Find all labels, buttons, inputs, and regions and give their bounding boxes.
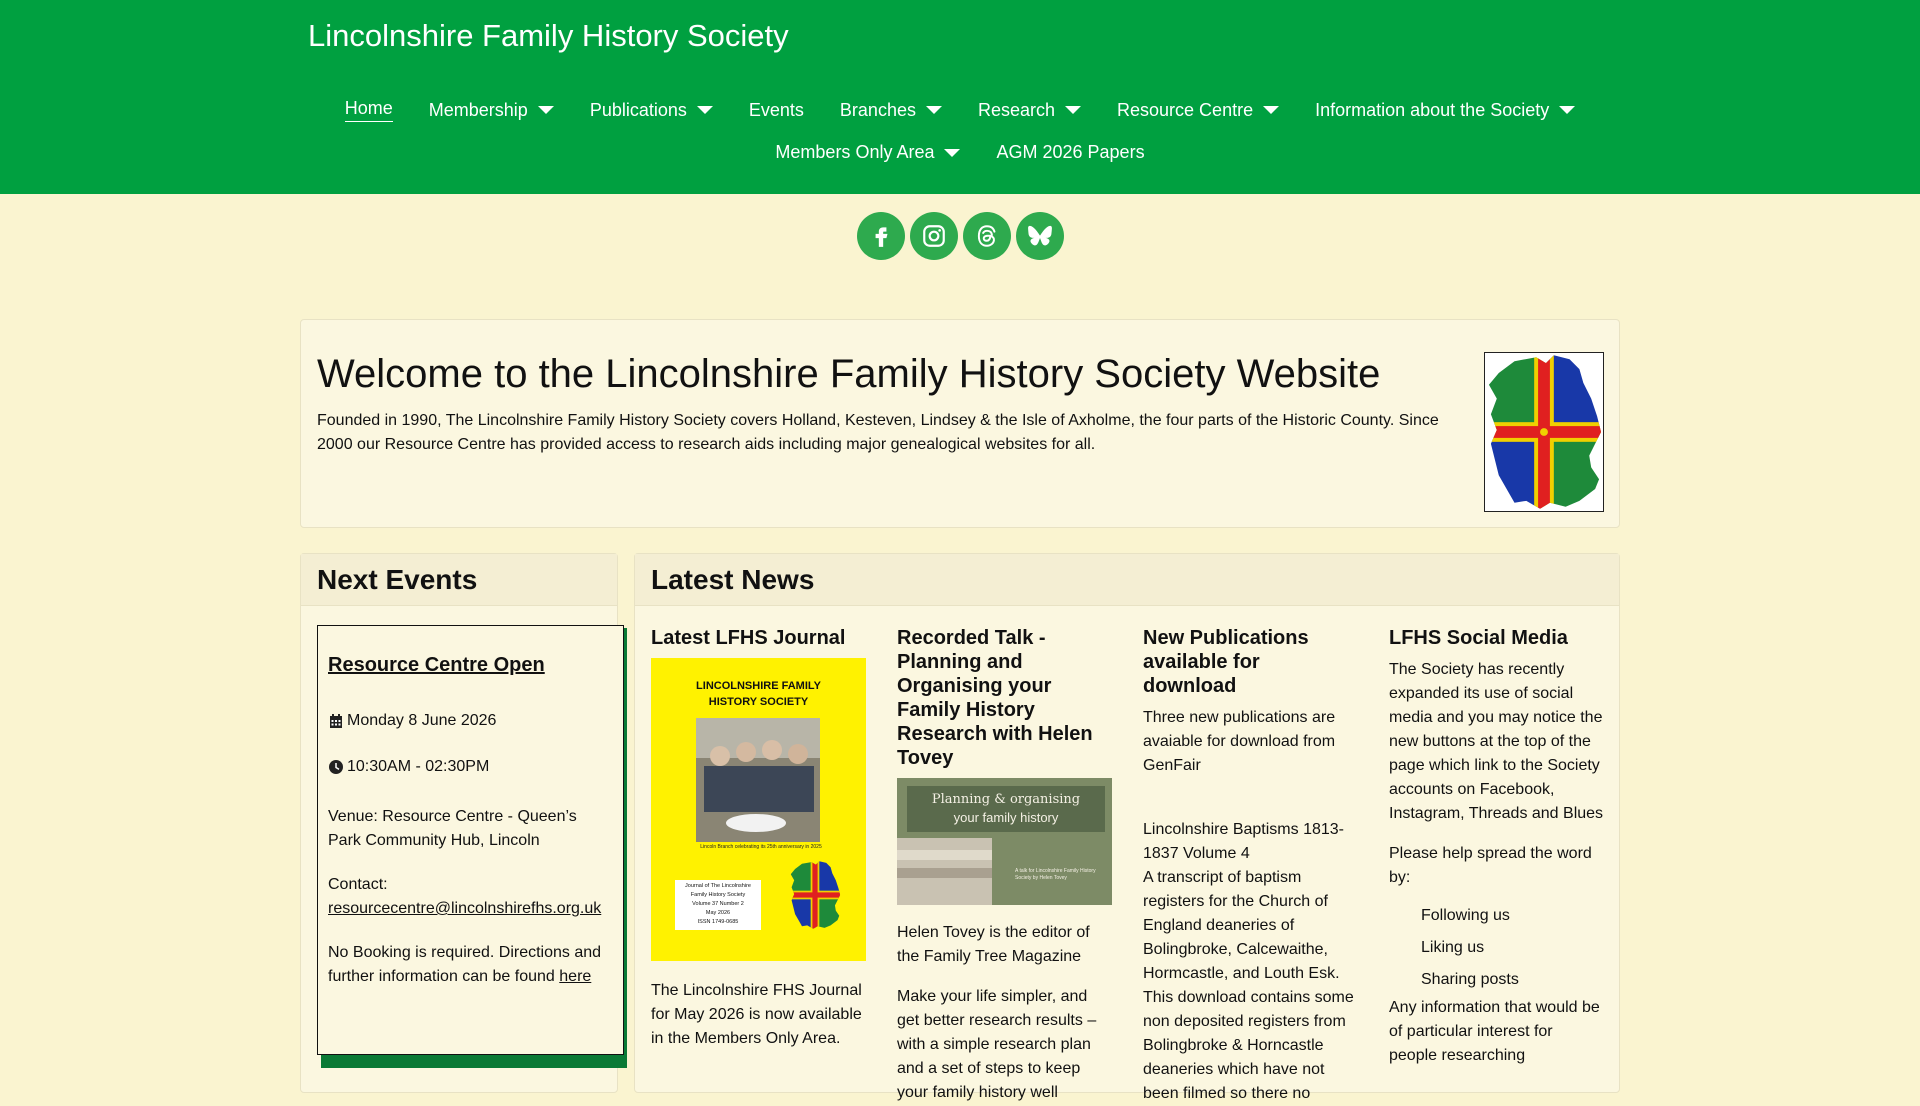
next-events-header: [301, 554, 617, 606]
nav-branches[interactable]: Branches: [840, 100, 942, 121]
threads-icon[interactable]: [963, 212, 1011, 260]
calendar-icon: [328, 713, 344, 729]
news-text: Lincolnshire Baptisms 1813-1837 Volume 4: [1143, 821, 1344, 862]
chevron-down-icon: [1559, 106, 1575, 114]
next-events-panel: [300, 553, 618, 1093]
welcome-heading: Welcome to the Lincolnshire Family History Society Website: [317, 352, 1381, 396]
chevron-down-icon: [1065, 106, 1081, 114]
next-events-heading: Next Events: [317, 563, 478, 595]
latest-news-panel: [634, 553, 1620, 1102]
event-contact-email-link[interactable]: resourcecentre@lincolnshirefhs.org.uk: [328, 900, 602, 917]
site-title-link[interactable]: Lincolnshire Family History Society: [308, 18, 789, 53]
lincolnshire-flag-map-image: [1484, 352, 1604, 512]
nav-publications[interactable]: Publications: [590, 100, 713, 121]
site-header: [0, 0, 1920, 194]
news-item-new-publications: [1143, 626, 1358, 1106]
news-item-social-media: [1389, 626, 1604, 1068]
event-venue: Venue: Resource Centre - Queen’s Park Community Hub, Lincoln: [328, 808, 577, 849]
journal-cover-info: Journal of The Lincolnshire Family History Society Volume 37 Number 2 May 2026 ISSN 1749-0685: [675, 880, 761, 930]
welcome-text: Founded in 1990, The Lincolnshire Family History Society covers Holland, Kesteven, Lindsey & the Isle of Axholme, the four parts of the Historic County. Since 2000 our Resource Centre has provided access to research aids including major genealogical websites for all.: [317, 412, 1439, 453]
event-note: No Booking is required. Directions and further information can be found here: [328, 944, 602, 985]
instagram-icon[interactable]: [910, 212, 958, 260]
news-title[interactable]: Latest LFHS Journal: [651, 627, 846, 649]
social-links: [857, 212, 1064, 260]
news-text: Please help spread the word by:: [1389, 845, 1592, 886]
chevron-down-icon: [697, 106, 713, 114]
news-text: Helen Tovey is the editor of the Family Tree Magazine: [897, 924, 1090, 965]
event-date: Monday 8 June 2026: [328, 709, 613, 733]
latest-news-header: [635, 554, 1619, 606]
news-text: Any information that would be of particular interest for people researching: [1389, 999, 1600, 1064]
news-text: A transcript of baptism registers for the Church of England deaneries of Bolingbroke, Calcewaithe, Hormcastle, and Louth Esk. This download contains some non deposited registers from Bolingbroke & Horncastle deaneries which have not been filmed so there no: [1143, 869, 1354, 1102]
event-title-link[interactable]: Resource Centre Open: [328, 654, 545, 676]
nav-agm-2026-papers[interactable]: AGM 2026 Papers: [996, 142, 1145, 162]
journal-cover-flag-map: [789, 860, 841, 930]
event-card: [317, 625, 624, 1055]
chevron-down-icon: [538, 106, 554, 114]
clock-icon: [328, 759, 344, 775]
main-nav-row-2: [0, 142, 1920, 163]
bluesky-icon[interactable]: [1016, 212, 1064, 260]
news-title[interactable]: New Publications available for download: [1143, 627, 1309, 697]
welcome-panel: [300, 319, 1620, 528]
news-title[interactable]: LFHS Social Media: [1389, 627, 1568, 649]
nav-resource-centre[interactable]: Resource Centre: [1117, 100, 1279, 121]
nav-information-about-society[interactable]: Information about the Society: [1315, 100, 1575, 121]
nav-home[interactable]: Home: [345, 98, 393, 122]
chevron-down-icon: [944, 149, 960, 157]
journal-cover-photo: [696, 718, 820, 842]
nav-membership[interactable]: Membership: [429, 100, 554, 121]
main-nav-row-1: [0, 98, 1920, 122]
event-directions-link[interactable]: here: [559, 968, 592, 985]
talk-banner-image[interactable]: Planning & organising your family history A talk for Lincolnshire Family History Society by Helen Tovey: [897, 778, 1112, 905]
event-contact: Contact: resourcecentre@lincolnshirefhs.org.uk: [328, 876, 602, 917]
news-item-recorded-talk: [897, 626, 1112, 1105]
list-item: Following us: [1421, 907, 1510, 924]
facebook-icon[interactable]: [857, 212, 905, 260]
news-text: The Society has recently expanded its use of social media and you may notice the new buttons at the top of the page which link to the Society accounts on Facebook, Instagram, Threads and Blues: [1389, 661, 1604, 822]
news-title[interactable]: Recorded Talk - Planning and Organising your Family History Research with Helen Tovey: [897, 627, 1093, 769]
list-item: Sharing posts: [1421, 971, 1519, 988]
chevron-down-icon: [1263, 106, 1279, 114]
social-help-list: [1421, 900, 1604, 996]
event-time: 10:30AM - 02:30PM: [328, 755, 613, 779]
nav-research[interactable]: Research: [978, 100, 1081, 121]
latest-news-heading: Latest News: [651, 563, 815, 595]
news-text: Make your life simpler, and get better research results – with a simple research plan and a set of steps to keep your family history well: [897, 988, 1097, 1101]
journal-cover-image[interactable]: LINCOLNSHIRE FAMILY HISTORY SOCIETY Lincoln Branch celebrating its 25th anniversary in 2025 Journal of The Lincolnshire Family History Society Volume 37 Number 2 May 2026 ISSN 1749-0685: [651, 658, 866, 961]
news-item-journal: [651, 626, 866, 1051]
news-text: The Lincolnshire FHS Journal for May 2026 is now available in the Members Only Area.: [651, 982, 862, 1047]
news-text: Three new publications are avaiable for download from GenFair: [1143, 709, 1336, 774]
nav-events[interactable]: Events: [748, 99, 804, 120]
chevron-down-icon: [926, 106, 942, 114]
list-item: Liking us: [1421, 939, 1485, 956]
nav-members-only-area[interactable]: Members Only Area: [775, 142, 960, 163]
